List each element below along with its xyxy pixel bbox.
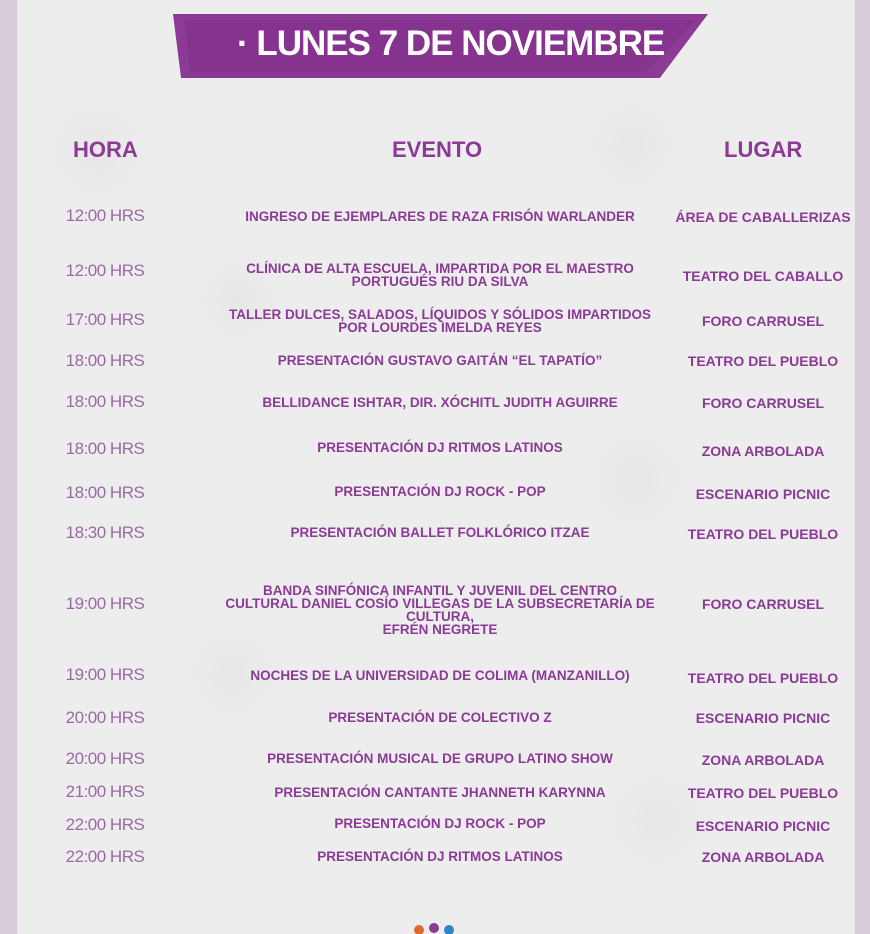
row-evento: PRESENTACIÓN BALLET FOLKLÓRICO ITZAE xyxy=(290,525,590,540)
row-hora: 18:00 HRS xyxy=(65,392,145,411)
row-evento: PRESENTACIÓN CANTANTE JHANNETH KARYNNA xyxy=(274,785,606,800)
row-evento: PRESENTACIÓN DE COLECTIVO Z xyxy=(328,710,552,725)
row-lugar: TEATRO DEL CABALLO xyxy=(682,268,844,284)
row-lugar: FORO CARRUSEL xyxy=(701,313,825,329)
row-lugar: ESCENARIO PICNIC xyxy=(695,486,831,502)
row-evento: CLÍNICA DE ALTA ESCUELA, IMPARTIDA POR EL MAESTRO PORTUGUÉS RIU DA SILVA xyxy=(246,261,634,289)
header-hora: HORA xyxy=(73,137,138,162)
row-hora: 17:00 HRS xyxy=(65,310,145,329)
row-hora: 21:00 HRS xyxy=(65,782,145,801)
header-lugar: LUGAR xyxy=(724,137,803,162)
row-hora: 20:00 HRS xyxy=(65,708,145,727)
row-evento: PRESENTACIÓN DJ RITMOS LATINOS xyxy=(317,849,563,864)
header-evento: EVENTO xyxy=(392,137,483,162)
row-lugar: TEATRO DEL PUEBLO xyxy=(687,785,839,801)
row-lugar: ZONA ARBOLADA xyxy=(701,849,825,865)
row-lugar: ESCENARIO PICNIC xyxy=(695,818,831,834)
logo-ornament-icon xyxy=(403,918,465,934)
row-lugar: ÁREA DE CABALLERIZAS xyxy=(675,209,851,225)
row-hora: 22:00 HRS xyxy=(65,847,145,866)
row-lugar: ESCENARIO PICNIC xyxy=(695,710,831,726)
row-evento: TALLER DULCES, SALADOS, LÍQUIDOS Y SÓLIDOS IMPARTIDOS POR LOURDES IMELDA REYES xyxy=(228,307,652,335)
row-hora: 18:00 HRS xyxy=(65,483,145,502)
row-evento: PRESENTACIÓN MUSICAL DE GRUPO LATINO SHOW xyxy=(267,751,613,766)
row-evento: PRESENTACIÓN DJ ROCK - POP xyxy=(334,816,546,831)
row-lugar: FORO CARRUSEL xyxy=(701,596,825,612)
row-hora: 20:00 HRS xyxy=(65,749,145,768)
row-hora: 12:00 HRS xyxy=(65,261,145,280)
decorative-flower-pattern xyxy=(577,420,697,540)
row-lugar: ZONA ARBOLADA xyxy=(701,752,825,768)
row-hora: 18:00 HRS xyxy=(65,351,145,370)
row-hora: 18:00 HRS xyxy=(65,439,145,458)
row-evento: NOCHES DE LA UNIVERSIDAD DE COLIMA (MANZANILLO) xyxy=(250,668,630,683)
row-hora: 18:30 HRS xyxy=(65,523,145,542)
row-lugar: ZONA ARBOLADA xyxy=(701,443,825,459)
row-hora: 12:00 HRS xyxy=(65,206,145,225)
row-lugar: FORO CARRUSEL xyxy=(701,395,825,411)
row-evento: PRESENTACIÓN DJ ROCK - POP xyxy=(334,484,546,499)
row-evento: PRESENTACIÓN GUSTAVO GAITÁN “EL TAPATÍO” xyxy=(277,353,603,368)
row-lugar: TEATRO DEL PUEBLO xyxy=(687,353,839,369)
row-lugar: TEATRO DEL PUEBLO xyxy=(687,670,839,686)
decorative-flower-pattern xyxy=(577,90,687,200)
row-hora: 19:00 HRS xyxy=(65,594,145,613)
row-evento: PRESENTACIÓN DJ RITMOS LATINOS xyxy=(317,440,563,455)
row-hora: 22:00 HRS xyxy=(65,815,145,834)
row-evento: BELLIDANCE ISHTAR, DIR. XÓCHITL JUDITH AGUIRRE xyxy=(262,395,618,410)
row-evento: BANDA SINFÓNICA INFANTIL Y JUVENIL DEL CENTRO CULTURAL DANIEL COSÍO VILLEGAS DE LA SUBSECRETARÍA DE CULTURA, EFRÉN NEGRETE xyxy=(225,583,655,637)
row-lugar: TEATRO DEL PUEBLO xyxy=(687,526,839,542)
banner-title: · LUNES 7 DE NOVIEMBRE xyxy=(237,24,665,63)
date-banner xyxy=(173,14,708,78)
row-hora: 19:00 HRS xyxy=(65,665,145,684)
row-evento: INGRESO DE EJEMPLARES DE RAZA FRISÓN WARLANDER xyxy=(245,209,635,224)
